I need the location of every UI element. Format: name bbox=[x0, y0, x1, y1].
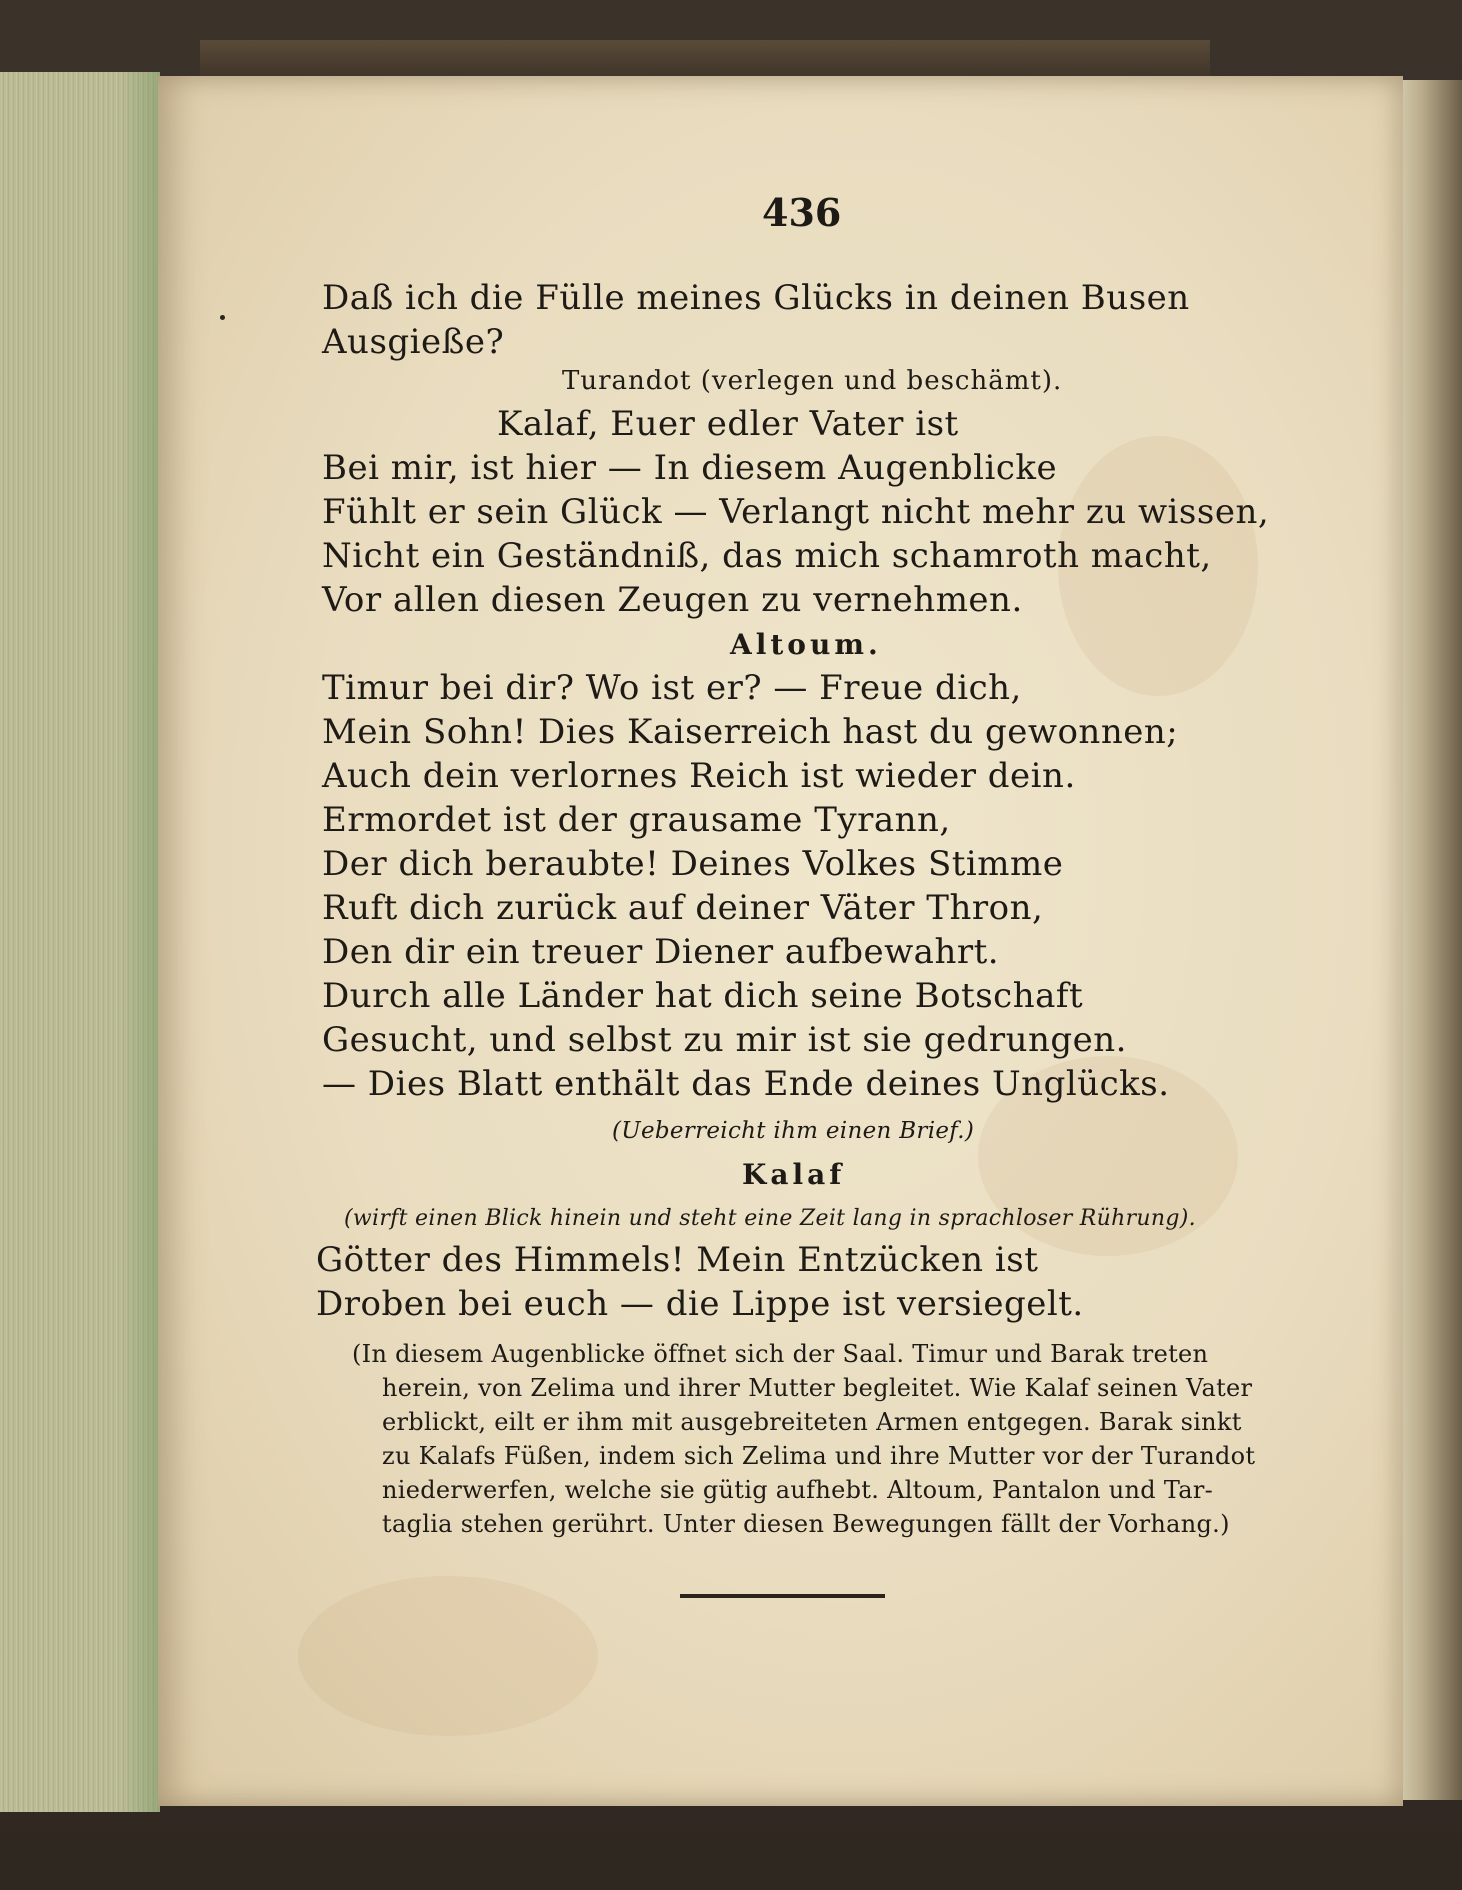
page-edges-shade bbox=[118, 72, 160, 1812]
stage-direction-line: taglia stehen gerührt. Unter diesen Bewegungen fällt der Vorhang.) bbox=[382, 1510, 1230, 1538]
verse-line: Vor allen diesen Zeugen zu vernehmen. bbox=[322, 580, 1023, 620]
verse-line: Nicht ein Geständniß, das mich schamroth macht, bbox=[322, 536, 1212, 576]
verse-line: Ermordet ist der grausame Tyrann, bbox=[322, 800, 951, 840]
stage-direction-line: niederwerfen, welche sie gütig aufhebt. Altoum, Pantalon und Tar- bbox=[382, 1476, 1214, 1504]
verse-line: Der dich beraubte! Deines Volkes Stimme bbox=[322, 844, 1064, 884]
stage-direction-short: (Ueberreicht ihm einen Brief.) bbox=[612, 1118, 975, 1144]
foxing-stain bbox=[298, 1576, 598, 1736]
stage-direction-line: herein, von Zelima und ihrer Mutter begleitet. Wie Kalaf seinen Vater bbox=[382, 1374, 1253, 1402]
verse-line: Timur bei dir? Wo ist er? — Freue dich, bbox=[322, 668, 1022, 708]
verse-line: Daß ich die Fülle meines Glücks in deinen Busen bbox=[322, 278, 1190, 318]
end-rule bbox=[680, 1594, 885, 1598]
verse-line: Ruft dich zurück auf deiner Väter Thron, bbox=[322, 888, 1044, 928]
verse-line: Bei mir, ist hier — In diesem Augenblicke bbox=[322, 448, 1058, 488]
page-number: 436 bbox=[762, 190, 842, 235]
verse-line: Ausgieße? bbox=[322, 322, 505, 362]
stage-direction-line: (In diesem Augenblicke öffnet sich der Saal. Timur und Barak treten bbox=[352, 1340, 1209, 1368]
verse-line: Gesucht, und selbst zu mir ist sie gedrungen. bbox=[322, 1020, 1127, 1060]
stage-direction-short: (wirft einen Blick hinein und steht eine Zeit lang in sprachloser Rührung). bbox=[344, 1206, 1196, 1231]
verse-line: Götter des Himmels! Mein Entzücken ist bbox=[316, 1240, 1039, 1280]
speaker-kalaf: Kalaf bbox=[742, 1158, 846, 1191]
verse-line: Den dir ein treuer Diener aufbewahrt. bbox=[322, 932, 1000, 972]
verse-line: Durch alle Länder hat dich seine Botschaft bbox=[322, 976, 1084, 1016]
verse-line: Droben bei euch — die Lippe ist versiegelt. bbox=[316, 1284, 1084, 1324]
verse-line: Fühlt er sein Glück — Verlangt nicht mehr zu wissen, bbox=[322, 492, 1270, 532]
verse-line: Kalaf, Euer edler Vater ist bbox=[497, 404, 959, 444]
stage-direction-line: erblickt, eilt er ihm mit ausgebreiteten Armen entgegen. Barak sinkt bbox=[382, 1408, 1242, 1436]
speaker-turandot: Turandot (verlegen und beschämt). bbox=[562, 366, 1063, 396]
page-edge-right bbox=[1395, 80, 1462, 1800]
verse-line: Auch dein verlornes Reich ist wieder dein. bbox=[322, 756, 1076, 796]
verse-line: Mein Sohn! Dies Kaiserreich hast du gewonnen; bbox=[322, 712, 1179, 752]
stage-direction-line: zu Kalafs Füßen, indem sich Zelima und ihre Mutter vor der Turandot bbox=[382, 1442, 1256, 1470]
verse-line: — Dies Blatt enthält das Ende deines Unglücks. bbox=[322, 1064, 1170, 1104]
print-speck bbox=[220, 315, 225, 320]
speaker-altoum: Altoum. bbox=[730, 628, 882, 661]
